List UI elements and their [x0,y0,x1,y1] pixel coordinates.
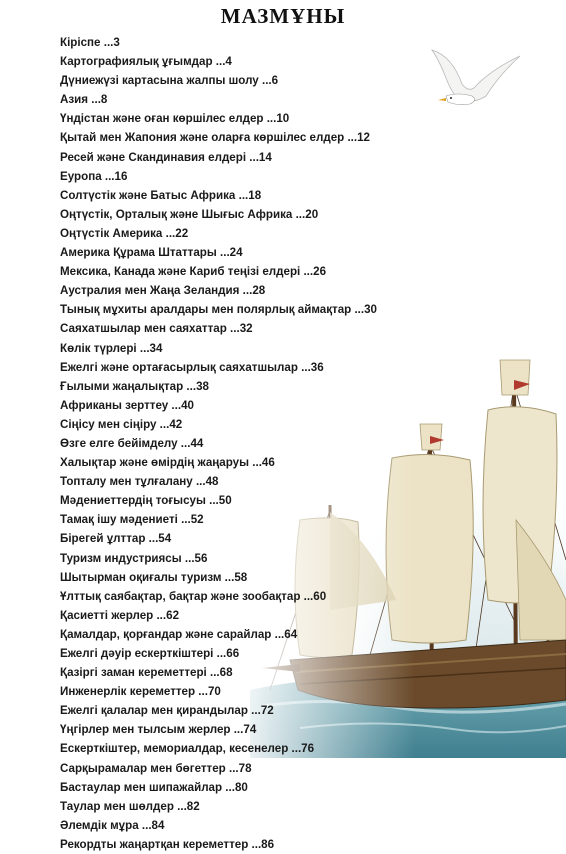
toc-entry[interactable]: Мексика, Канада және Кариб теңізі елдері ...26 [60,265,327,279]
toc-entry[interactable]: Қытай мен Жапония және оларға көршілес елдер ...12 [60,131,371,145]
toc-entry[interactable]: Кіріспе ...3 [60,36,120,49]
toc-entry[interactable]: Дүниежүзі картасына жалпы шолу ...6 [60,74,279,88]
toc-entry[interactable]: Топталу мен тұлғалану ...48 [60,475,219,489]
toc-entry[interactable]: Америка Құрама Штаттары ...24 [60,246,243,260]
table-of-contents [60,33,377,854]
toc-entry[interactable]: Бірегей ұлттар ...54 [60,532,172,546]
toc-entry[interactable]: Ескерткіштер, мемориалдар, кесенелер ...76 [60,742,315,756]
toc-entry[interactable]: Өзге елге бейімделу ...44 [60,436,204,450]
toc-entry[interactable]: Үндістан және оған көршілес елдер ...10 [60,112,290,126]
toc-entry[interactable]: Оңтүстік Америка ...22 [60,226,189,240]
toc-entry[interactable]: Еуропа ...16 [60,169,128,183]
toc-entry[interactable]: Африканы зерттеу ...40 [60,398,194,412]
toc-entry[interactable]: Аустралия мен Жаңа Зеландия ...28 [60,284,266,298]
toc-entry[interactable]: Үңгірлер мен тылсым жерлер ...74 [60,723,257,737]
toc-entry[interactable]: Ғылыми жаңалықтар ...38 [60,379,209,393]
toc-entry[interactable]: Саяхатшылар мен саяхаттар ...32 [60,322,253,336]
toc-entry[interactable]: Туризм индустриясы ...56 [60,551,208,565]
toc-entry[interactable]: Қамалдар, қорғандар және сарайлар ...64 [60,627,298,641]
toc-entry[interactable]: Қасиетті жерлер ...62 [60,608,180,622]
page-title: МАЗМҰНЫ [220,4,346,28]
toc-entry[interactable]: Сарқырамалар мен бөгеттер ...78 [60,761,252,775]
toc-entry[interactable]: Инженерлік кереметтер ...70 [60,685,221,699]
toc-entry[interactable]: Ежелгі дәуір ескерткіштері ...66 [60,647,240,660]
toc-entry[interactable]: Ежелгі және ортағасырлық саяхатшылар ...36 [60,360,324,374]
toc-entry[interactable]: Солтүстік және Батыс Африка ...18 [60,188,262,202]
toc-entry[interactable]: Ресей және Скандинавия елдері ...14 [60,150,272,164]
toc-entry[interactable]: Халықтар және өмірдің жаңаруы ...46 [60,456,275,470]
toc-entry[interactable]: Сіңісу мен сіңіру ...42 [60,417,183,431]
toc-entry[interactable]: Оңтүстік, Орталық және Шығыс Африка ...20 [60,207,319,221]
toc-entry[interactable]: Тамақ ішу мәдениеті ...52 [60,513,204,527]
toc-entry[interactable]: Рекордты жаңартқан кереметтер ...86 [60,837,275,851]
toc-entry[interactable]: Көлік түрлері ...34 [60,341,163,355]
toc-entry[interactable]: Таулар мен шөлдер ...82 [60,799,200,813]
toc-entry[interactable]: Ұлттық саябақтар, бақтар және зообақтар ...60 [60,589,327,603]
seagull-illustration [432,50,520,105]
toc-entry[interactable]: Ежелгі қалалар мен қирандылар ...72 [60,704,274,718]
toc-entry[interactable]: Картографиялық ұғымдар ...4 [60,55,232,69]
toc-entry[interactable]: Тынық мұхиты аралдары мен полярлық аймақтар ...30 [60,303,378,317]
toc-entry[interactable]: Азия ...8 [60,93,108,107]
toc-entry[interactable]: Қазіргі заман кереметтері ...68 [60,666,233,680]
toc-entry[interactable]: Бастаулар мен шипажайлар ...80 [60,780,248,794]
toc-entry[interactable]: Шытырман оқиғалы туризм ...58 [60,570,248,584]
toc-entry[interactable]: Мәдениеттердің тоғысуы ...50 [60,494,232,508]
toc-entry[interactable]: Әлемдік мұра ...84 [60,818,165,832]
